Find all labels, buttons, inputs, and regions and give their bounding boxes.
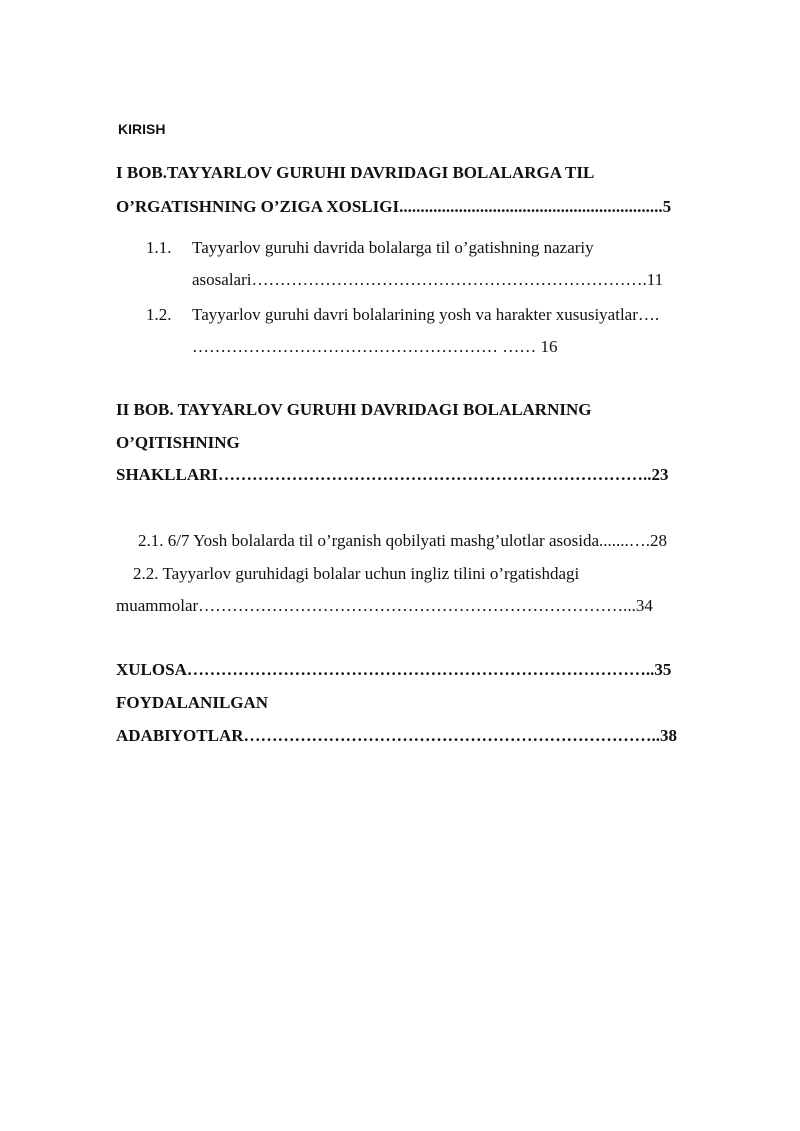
section-2-1-title: 2.1. 6/7 Yosh bolalarda til o’rganish qobilyati mashg’ulotlar asosida.......….28: [138, 531, 668, 550]
toc-entry-kirish: KIRISH: [118, 121, 166, 137]
toc-entry-xulosa: XULOSA………………………………………………………………………..35: [116, 660, 672, 679]
section-1-2-number: 1.2.: [146, 305, 172, 324]
section-1-1-title-line1: Tayyarlov guruhi davrida bolalarga til o’gatishning nazariy: [192, 238, 594, 257]
toc-entry-foydalanilgan-line1: FOYDALANILGAN: [116, 693, 269, 712]
toc-entry-foydalanilgan-line2: ADABIYOTLAR………………………………………………………………..38: [116, 726, 678, 745]
chapter-2-title-line1: II BOB. TAYYARLOV GURUHI DAVRIDAGI BOLALARNING: [116, 400, 592, 419]
section-2-2-title-line1: 2.2. Tayyarlov guruhidagi bolalar uchun ingliz tilini o’rgatishdagi: [133, 564, 580, 583]
section-1-2-title-line2: ……………………………………………… …… 16: [192, 337, 558, 356]
chapter-1-title-line1: I BOB.TAYYARLOV GURUHI DAVRIDAGI BOLALARGA TIL: [116, 163, 595, 182]
chapter-1-title-line2: O’RGATISHNING O’ZIGA XOSLIGI..............................................................5: [116, 197, 672, 216]
section-1-1-title-line2: asosalari…………………………………………………………….11: [192, 270, 664, 289]
section-1-2-title-line1: Tayyarlov guruhi davri bolalarining yosh va harakter xususiyatlar….: [192, 305, 660, 324]
chapter-2-title-line2: O’QITISHNING: [116, 433, 240, 452]
section-1-1-number: 1.1.: [146, 238, 172, 257]
section-2-2-title-line2: muammolar…………………………………………………………………...34: [116, 596, 653, 615]
chapter-2-title-line3: SHAKLLARI…………………………………………………………………..23: [116, 465, 669, 484]
